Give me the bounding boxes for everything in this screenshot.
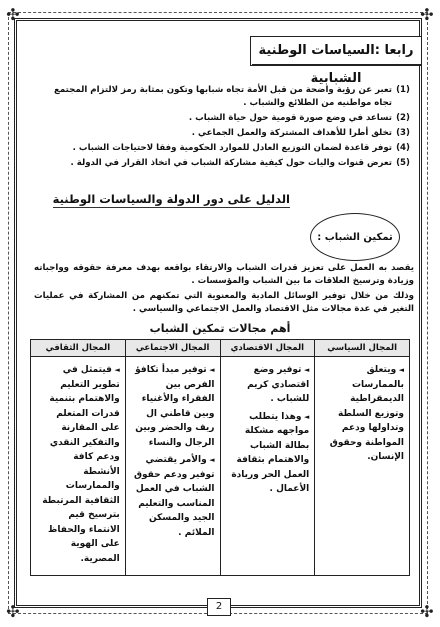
- cell-item: ◄ فيتمثل في تطوير التعليم والاهتمام بتنمية قدرات المتعلم على المقارنة والتفكير النقدي ودعم كافة الأنشطة والممارسات الثقافية المرتبطة بترسيخ قيم الانتماء والحفاظ على الهوية المصرية.: [36, 363, 120, 566]
- list-item-number: (2): [396, 113, 410, 123]
- list-item: [34, 157, 414, 170]
- cell-cultural: [31, 357, 126, 576]
- list-item-number: (3): [396, 128, 410, 138]
- column-header-social: المجال الاجتماعي: [125, 340, 220, 357]
- page-number: 2: [207, 598, 231, 616]
- list-item: [34, 112, 414, 125]
- table-title: أهم مجالات تمكين الشباب: [149, 322, 291, 335]
- list-item-text: تعرض قنوات واليات حول كيفية مشاركة الشباب في اتخاذ القرار في الدولة .: [70, 158, 392, 168]
- cell-political: [315, 357, 410, 576]
- cell-item: ◄ ويتعلق بالممارسات الديمقراطية وتوزيع السلطة وتداولها ودعم المواطنة وحقوق الإنسان.: [320, 363, 404, 465]
- list-item-text: تخلق أطرا للأهداف المشتركة والعمل الجماعي .: [191, 128, 392, 138]
- cell-item: ◄ وهذا يتطلب مواجهه مشكلة بطالة الشباب والاهتمام بثقافة العمل الحر وريادة الأعمال .: [226, 410, 310, 497]
- cell-economic: [220, 357, 315, 576]
- list-item: [34, 142, 414, 155]
- definition-paragraph: يقصد به العمل على تعزيز قدرات الشباب والارتقاء بواقعه بهدف معرفة حقوقه وواجباته وزيادة وترسيخ العلاقات ما بين الشباب والمؤسسات .: [34, 263, 414, 286]
- cell-item: ◄ توفير وضع اقتصادي كريم للشباب .: [226, 363, 310, 407]
- list-item-text: تساعد في وضع صورة قومية حول حياة الشباب .: [188, 113, 392, 123]
- list-item-number: (1): [396, 85, 410, 95]
- table-header-row: [31, 340, 410, 357]
- table-row: [31, 357, 410, 576]
- list-item-text: توفر قاعدة لضمان التوزيع العادل للموارد الحكومية وفقا لاحتياجات الشباب .: [72, 143, 392, 153]
- corner-ornament-icon: ✣: [420, 602, 434, 621]
- means-paragraph: وذلك من خلال توفير الوسائل المادية والمعنوية التي تمكنهم من المشاركة في عمليات التغير في عدة مجالات مثل الاقتصاد والعمل الاجتماعي والسياسي .: [34, 291, 414, 314]
- cell-item: ◄ توفير مبدأ تكافؤ الفرص بين الفقراء والأغنياء وبين قاطني ال ريف والحضر وبين الرجال والنساء: [131, 363, 215, 450]
- corner-ornament-icon: ✣: [6, 602, 20, 621]
- list-item-text: تعبر عن رؤية واضحة من قبل الأمة تجاه شبابها وتكون بمثابة رمز لالتزام المجتمع تجاه مواطنيه من الطلائع والشباب .: [54, 85, 392, 108]
- list-item-number: (5): [396, 158, 410, 168]
- column-header-economic: المجال الاقتصادي: [220, 340, 315, 357]
- header-underline: [252, 64, 422, 66]
- corner-ornament-icon: ✣: [420, 5, 434, 24]
- oval-label: تمكين الشباب :: [310, 213, 400, 261]
- corner-ornament-icon: ✣: [6, 5, 20, 24]
- list-item-number: (4): [396, 143, 410, 153]
- subheading: الدليل على دور الدولة والسياسات الوطنية: [52, 192, 290, 206]
- column-header-political: المجال السياسي: [315, 340, 410, 357]
- cell-item: ◄ والأمر يقتضي توفير ودعم حقوق الشباب في العمل المناسب والتعليم الجيد والمسكن الملائم .: [131, 453, 215, 540]
- list-item: [34, 84, 414, 110]
- column-header-cultural: المجال الثقافي: [31, 340, 126, 357]
- cell-social: [125, 357, 220, 576]
- section-header: رابعا :السياسات الوطنية الشبابية: [250, 36, 422, 66]
- domains-table: [30, 339, 410, 576]
- list-item: [34, 127, 414, 140]
- objectives-list: [34, 84, 414, 172]
